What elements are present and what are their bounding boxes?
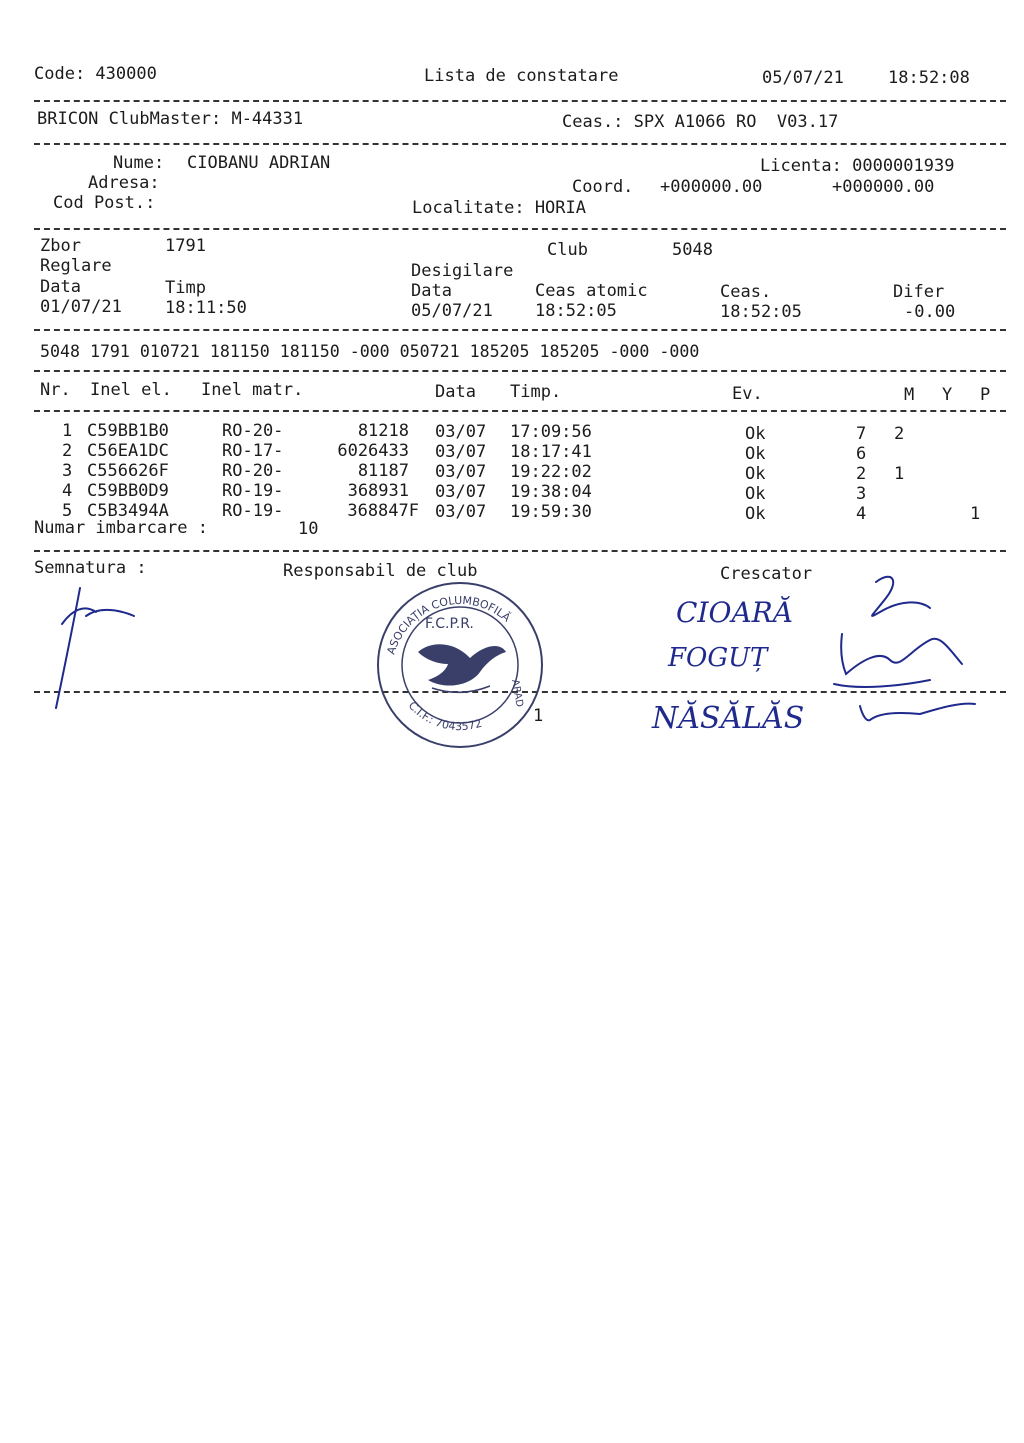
atomic-clock-time: 18:52:05 [535,301,617,321]
row-nr: 4 [62,481,73,501]
row-timp: 18:17:41 [510,442,592,462]
cod-post-label: Cod Post.: [53,193,156,213]
reglare-time: 18:11:50 [165,298,247,318]
print-time: 18:52:08 [888,68,970,88]
col-m: M [904,385,915,405]
pigeon-icon [418,644,506,685]
row-matr: 81218 [357,421,409,441]
row-y: 2 [894,424,905,444]
row-matr: 368847F [347,501,419,521]
document-title: Lista de constatare [424,66,619,86]
crescator-label: Crescator [720,564,813,584]
signature-name: NĂSĂLĂS [652,701,805,736]
row-nr: 2 [62,441,73,461]
row-inel-el: C556626F [87,461,169,481]
responsabil-label: Responsabil de club [283,561,478,581]
row-matr: 81187 [357,461,409,481]
row-data: 03/07 [435,442,487,462]
row-ev: Ok [745,424,766,444]
col-timp: Timp. [510,382,562,402]
zbor-label: Zbor [40,236,81,256]
row-nr: 5 [62,501,73,521]
localitate: Localitate: HORIA [412,198,586,218]
row-m: 2 [856,464,867,484]
page-number: 1 [533,706,544,726]
reglare-date: 01/07/21 [40,297,122,317]
data2-label: Data [411,281,452,301]
timp-label: Timp [165,278,206,298]
row-m: 6 [856,444,867,464]
ceas-atomic-label: Ceas atomic [535,281,648,301]
owner-name: CIOBANU ADRIAN [187,153,331,173]
desigilare-label: Desigilare [411,261,514,281]
semnatura-label: Semnatura : [34,558,147,578]
adresa-label: Adresa: [88,173,160,193]
row-inel-el: C5B3494A [87,501,169,521]
col-inel-matr: Inel matr. [201,380,304,400]
row-y: 1 [894,464,905,484]
print-date: 05/07/21 [762,68,844,88]
row-prefix: RO-20- [222,421,284,441]
stamp-bottom-text: C.I.F.: 7043572 [405,699,484,734]
stamp-top-text: ASOCIAȚIA COLUMBOFILĂ [384,593,513,657]
club-value: 5048 [672,240,713,260]
reglare-label: Reglare [40,256,112,276]
data-label: Data [40,277,81,297]
row-matr: 368931 [347,481,409,501]
signature-right [834,577,975,721]
row-timp: 19:22:02 [510,462,592,482]
row-data: 03/07 [435,462,487,482]
club-stamp [378,583,542,747]
desigilare-date: 05/07/21 [411,301,493,321]
row-m: 7 [856,424,867,444]
row-timp: 19:38:04 [510,482,592,502]
row-data: 03/07 [435,502,487,522]
row-prefix: RO-20- [222,461,284,481]
row-matr: 6026433 [337,441,409,461]
ceas-label: Ceas. [720,282,772,302]
nume-label: Nume: [113,153,165,173]
signature-name: FOGUȚ [668,643,768,673]
clock-info: Ceas.: SPX A1066 RO V03.17 [562,112,839,132]
col-nr: Nr. [40,380,71,400]
col-p: P [980,385,991,405]
coord-y: +000000.00 [832,177,935,197]
signature-name: CIOARĂ [676,596,793,629]
row-ev: Ok [745,484,766,504]
signature-left [56,588,134,708]
row-timp: 17:09:56 [510,422,592,442]
row-ev: Ok [745,504,766,524]
row-timp: 19:59:30 [510,502,592,522]
license-number: Licenta: 0000001939 [760,156,955,176]
col-y: Y [942,385,953,405]
stamp-inner-text: F.C.P.R. [425,616,474,632]
row-p: 1 [970,504,981,524]
row-m: 3 [856,484,867,504]
col-data: Data [435,382,476,402]
row-nr: 3 [62,461,73,481]
signature-names [651,596,804,736]
row-ev: Ok [745,464,766,484]
zbor-value: 1791 [165,236,206,256]
code-line: 5048 1791 010721 181150 181150 -000 050721 185205 185205 -000 -000 [40,342,700,361]
row-m: 4 [856,504,867,524]
row-data: 03/07 [435,422,487,442]
stamp-right-text: ARAD [509,678,525,709]
col-ev: Ev. [732,384,763,404]
difference: -0.00 [904,302,956,322]
coord-x: +000000.00 [660,177,763,197]
clock-time: 18:52:05 [720,302,802,322]
imbarcare-label: Numar imbarcare : [34,518,208,538]
row-data: 03/07 [435,482,487,502]
coord-label: Coord. [572,177,634,197]
row-inel-el: C59BB1B0 [87,421,169,441]
club-label: Club [547,240,588,260]
row-prefix: RO-17- [222,441,284,461]
col-inel-el: Inel el. [90,380,172,400]
row-nr: 1 [62,421,73,441]
document-code: Code: 430000 [34,64,157,84]
row-prefix: RO-19- [222,501,284,521]
row-inel-el: C56EA1DC [87,441,169,461]
row-prefix: RO-19- [222,481,284,501]
difer-label: Difer [893,282,945,302]
row-ev: Ok [745,444,766,464]
device-model: BRICON ClubMaster: M-44331 [37,109,304,129]
row-inel-el: C59BB0D9 [87,481,169,501]
imbarcare-value: 10 [298,519,319,539]
